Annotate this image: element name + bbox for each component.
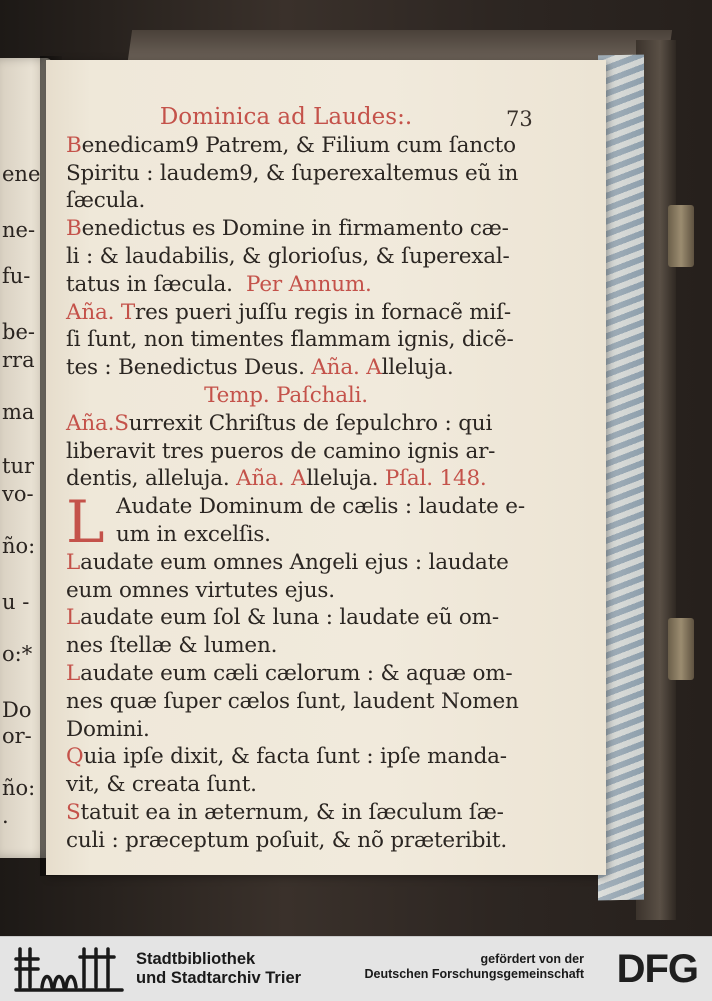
text-line: um in excelſis. [116,521,271,547]
book-clasp-top [668,205,694,267]
library-name [136,950,301,988]
left-page-fragment: . [2,804,9,828]
antiphon-mark: Aña. [66,299,115,325]
running-head-row [66,104,536,132]
psalm-opening [66,488,536,557]
text-line: culi : præceptum poſuit, & nõ præteribit. [66,827,508,853]
left-page-fragment: vo- [2,482,34,506]
left-page-fragment: ño: [2,776,36,800]
funding-caption-line1: gefördert von der [480,952,584,966]
antiphon-mark: Aña. [236,466,285,492]
left-page-fragment: tur [2,454,35,478]
text-line: Domini. [66,716,150,742]
text-line: Spiritu : laudem9, & ſuperexaltemus eũ in [66,160,519,186]
left-page-fragment: fu- [2,264,31,288]
footer-bar [0,936,712,1001]
left-page-fragment: be- [2,320,35,344]
text-line: eum omnes virtutes ejus. [66,577,335,603]
text-run: res pueri juſſu regis in fornacẽ miſ- [135,299,511,325]
drop-initial: A [291,466,307,492]
text-run: uia ipſe dixit, & facta ſunt : ipſe manda- [83,744,507,770]
book-top-edge [128,30,672,60]
drop-initial: A [366,355,382,381]
text-run: tatuit ea in æternum, & in ſæculum ſæ- [80,799,504,825]
text-line [66,132,536,160]
psalm-reference: Pſal. 148. [384,466,487,492]
text-run: urrexit Chriſtus de ſepulchro : qui [128,410,493,436]
drop-initial: S [66,799,81,825]
text-line [66,743,536,771]
left-page-fragment: u - [2,590,30,614]
library-name-line2: und Stadtarchiv Trier [136,969,302,987]
text-run: audate eum ſol & luna : laudate eũ om- [80,605,499,631]
book-clasp-bottom [668,618,694,680]
text-line: nes quæ ſuper cælos ſunt, laudent Nomen [66,688,519,714]
text-line: ſi ſunt, non timentes flammam ignis, dicẽ- [66,327,514,353]
text-line: vit, & creata ſunt. [66,772,257,798]
text-line [66,660,536,688]
text-line: liberavit tres pueros de camino ignis ar- [66,438,496,464]
text-line: ſæcula. [66,188,146,214]
text-run: tatus in ſæcula. [66,271,233,297]
text-run: enedicam9 Patrem, & Filium cum ſancto [81,132,516,158]
drop-initial: L [66,549,81,575]
drop-initial: S [114,410,129,436]
text-line [66,549,536,577]
left-page-fragment: ene [2,162,41,186]
section-heading: Temp. Paſchali. [204,382,368,408]
left-page-fragment: or- [2,724,32,748]
drop-initial: B [66,216,82,242]
drop-initial: L [66,660,81,686]
drop-initial: T [120,299,136,325]
library-name-line1: Stadtbibliothek [136,950,256,968]
funding-caption-line2: Deutschen Forschungsgemeinschaft [364,967,584,981]
library-logo-icon [14,943,126,995]
antiphon-mark: Aña. [66,410,115,436]
left-page-fragment: ne- [2,218,36,242]
text-line [66,271,536,299]
page-number: 73 [506,107,533,131]
left-page-fragment: o:* [2,642,33,666]
running-head: Dominica ad Laudes:. [159,104,413,130]
rubric: Per Annum. [246,271,372,297]
drop-initial: L [66,605,81,631]
text-line [66,354,536,382]
drop-initial: B [66,132,82,158]
drop-initial: Q [66,744,84,770]
text-line: Audate Dominum de cælis : laudate e- [116,494,525,520]
left-page-fragment: ño: [2,534,36,558]
large-initial-L: L [66,488,105,557]
left-page-fragment: ma [2,400,35,424]
page-text-block [66,104,536,855]
text-run: lleluja. [306,466,379,492]
text-line [66,410,536,438]
funding-caption [365,952,585,982]
text-line [66,799,536,827]
left-page-fragment: Do [2,698,32,722]
text-run: tes : Benedictus Deus. [66,355,305,381]
antiphon-mark: Aña. [311,355,360,381]
text-run: enedictus es Domine in firmamento cæ- [81,216,509,242]
text-run: lleluja. [381,355,454,381]
text-run: audate eum cæli cælorum : & aquæ om- [80,660,513,686]
text-line [66,465,536,493]
text-line: nes ſtellæ & lumen. [66,633,278,659]
text-line [66,299,536,327]
left-page-fragment: rra [2,348,35,372]
text-line: li : & laudabilis, & glorioſus, & ſuperexal- [66,243,510,269]
text-line [66,215,536,243]
dfg-logo: DFG [616,947,698,991]
text-line [66,604,536,632]
text-run: dentis, alleluja. [66,466,230,492]
text-run: audate eum omnes Angeli ejus : laudate [80,549,509,575]
